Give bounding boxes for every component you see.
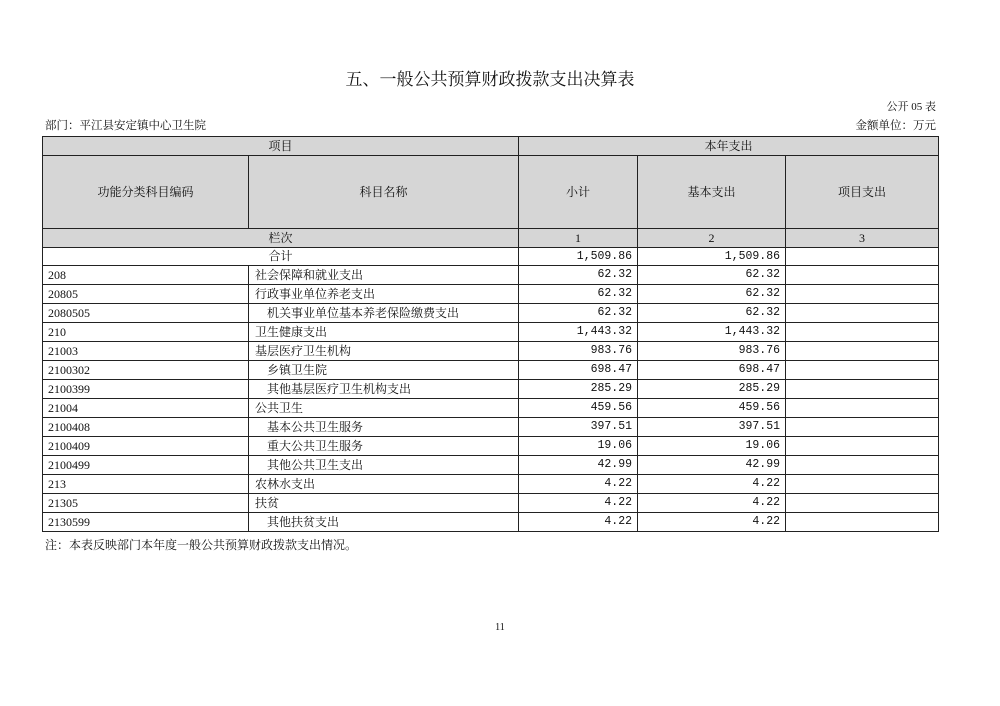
row-subtotal: 62.32: [519, 266, 638, 285]
row-code: 2100408: [43, 418, 249, 437]
row-subtotal: 4.22: [519, 494, 638, 513]
header-col-3: 3: [786, 229, 939, 248]
row-basic: 62.32: [638, 266, 786, 285]
row-project: [786, 361, 939, 380]
row-code: 20805: [43, 285, 249, 304]
row-code: 210: [43, 323, 249, 342]
row-name: 卫生健康支出: [249, 323, 519, 342]
row-name: 重大公共卫生服务: [249, 437, 519, 456]
row-project: [786, 456, 939, 475]
row-project: [786, 342, 939, 361]
row-name: 其他扶贫支出: [249, 513, 519, 532]
row-name: 基本公共卫生服务: [249, 418, 519, 437]
row-name: 其他基层医疗卫生机构支出: [249, 380, 519, 399]
expenditure-table: [42, 136, 939, 532]
row-basic: 42.99: [638, 456, 786, 475]
row-subtotal: 285.29: [519, 380, 638, 399]
table-body: [43, 248, 939, 532]
header-row-column-numbers: [43, 229, 939, 248]
row-project: [786, 266, 939, 285]
row-subtotal: 4.22: [519, 475, 638, 494]
row-name: 机关事业单位基本养老保险缴费支出: [249, 304, 519, 323]
total-label: 合计: [43, 248, 519, 266]
row-code: 2080505: [43, 304, 249, 323]
row-basic: 4.22: [638, 494, 786, 513]
row-code: 2130599: [43, 513, 249, 532]
row-code: 2100302: [43, 361, 249, 380]
header-column-no: 栏次: [43, 229, 519, 248]
row-project: [786, 437, 939, 456]
row-basic: 285.29: [638, 380, 786, 399]
row-basic: 397.51: [638, 418, 786, 437]
table-row: [43, 323, 939, 342]
row-subtotal: 62.32: [519, 304, 638, 323]
header-basic: 基本支出: [638, 156, 786, 229]
header-col-2: 2: [638, 229, 786, 248]
total-subtotal: 1,509.86: [519, 248, 638, 266]
row-code: 21004: [43, 399, 249, 418]
row-subtotal: 983.76: [519, 342, 638, 361]
row-name: 基层医疗卫生机构: [249, 342, 519, 361]
row-name: 乡镇卫生院: [249, 361, 519, 380]
row-subtotal: 42.99: [519, 456, 638, 475]
page-title: 五、一般公共预算财政拨款支出决算表: [345, 70, 635, 89]
row-name: 社会保障和就业支出: [249, 266, 519, 285]
table-row: [43, 380, 939, 399]
row-project: [786, 513, 939, 532]
row-subtotal: 62.32: [519, 285, 638, 304]
row-project: [786, 418, 939, 437]
table-row: [43, 266, 939, 285]
row-code: 2100399: [43, 380, 249, 399]
row-subtotal: 459.56: [519, 399, 638, 418]
row-project: [786, 494, 939, 513]
row-name: 农林水支出: [249, 475, 519, 494]
row-name: 行政事业单位养老支出: [249, 285, 519, 304]
header-name: 科目名称: [249, 156, 519, 229]
form-number: 公开 05 表: [886, 101, 936, 113]
row-basic: 4.22: [638, 513, 786, 532]
table-row: [43, 399, 939, 418]
page-number: 11: [495, 622, 505, 633]
row-basic: 62.32: [638, 285, 786, 304]
header-col-1: 1: [519, 229, 638, 248]
row-subtotal: 397.51: [519, 418, 638, 437]
header-project: 项目支出: [786, 156, 939, 229]
table-note: 注：本表反映部门本年度一般公共预算财政拨款支出情况。: [45, 538, 358, 552]
row-name: 其他公共卫生支出: [249, 456, 519, 475]
row-project: [786, 285, 939, 304]
table-row: [43, 342, 939, 361]
total-basic: 1,509.86: [638, 248, 786, 266]
header-row-group: [43, 137, 939, 156]
header-row-columns: [43, 156, 939, 229]
table-row: [43, 475, 939, 494]
header-current-year: 本年支出: [519, 137, 939, 156]
total-project: [786, 248, 939, 266]
department-label: 部门：平江县安定镇中心卫生院: [45, 120, 206, 132]
header-code: 功能分类科目编码: [43, 156, 249, 229]
row-name: 扶贫: [249, 494, 519, 513]
amount-unit-label: 金额单位：万元: [855, 120, 936, 132]
row-code: 208: [43, 266, 249, 285]
row-basic: 1,443.32: [638, 323, 786, 342]
row-code: 21003: [43, 342, 249, 361]
row-basic: 983.76: [638, 342, 786, 361]
table-row: [43, 418, 939, 437]
row-name: 公共卫生: [249, 399, 519, 418]
row-project: [786, 304, 939, 323]
row-basic: 698.47: [638, 361, 786, 380]
table-row: [43, 513, 939, 532]
row-subtotal: 19.06: [519, 437, 638, 456]
row-project: [786, 323, 939, 342]
row-code: 2100409: [43, 437, 249, 456]
table-row: [43, 285, 939, 304]
table-row: [43, 361, 939, 380]
row-code: 21305: [43, 494, 249, 513]
row-basic: 62.32: [638, 304, 786, 323]
table-row: [43, 437, 939, 456]
row-code: 2100499: [43, 456, 249, 475]
row-project: [786, 399, 939, 418]
row-project: [786, 475, 939, 494]
header-item: 项目: [43, 137, 519, 156]
row-basic: 459.56: [638, 399, 786, 418]
table-row: [43, 494, 939, 513]
row-subtotal: 698.47: [519, 361, 638, 380]
table-row: [43, 456, 939, 475]
total-row: [43, 248, 939, 266]
table-row: [43, 304, 939, 323]
row-project: [786, 380, 939, 399]
header-subtotal: 小计: [519, 156, 638, 229]
row-subtotal: 4.22: [519, 513, 638, 532]
row-code: 213: [43, 475, 249, 494]
row-basic: 4.22: [638, 475, 786, 494]
row-basic: 19.06: [638, 437, 786, 456]
row-subtotal: 1,443.32: [519, 323, 638, 342]
table-header: [43, 137, 939, 248]
